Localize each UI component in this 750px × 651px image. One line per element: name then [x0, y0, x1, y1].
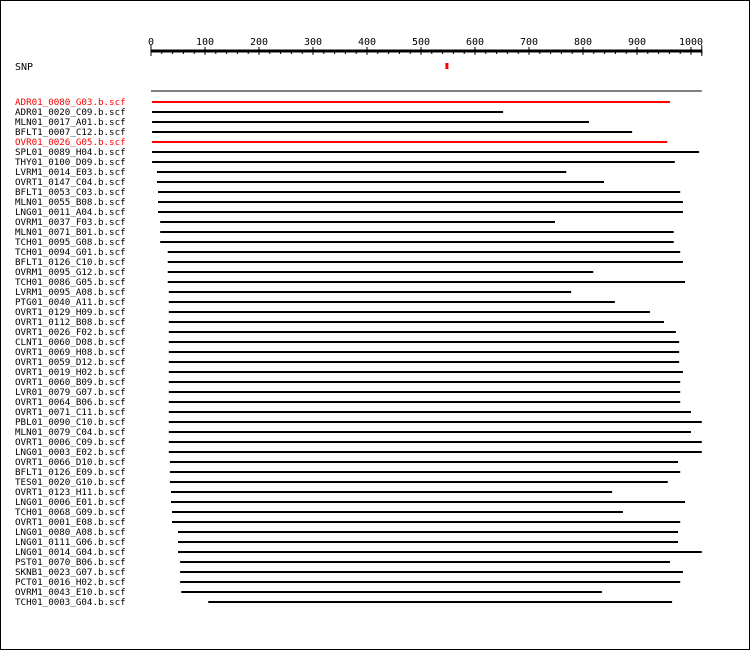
read-label[interactable]: LNG01_0080_A08.b.scf [15, 527, 126, 538]
snp-track [15, 62, 448, 73]
read-label[interactable]: OVRT1_0123_H11.b.scf [15, 487, 126, 498]
read-label[interactable]: OVRM1_0043_E10.b.scf [15, 587, 126, 598]
x-tick-label: 1000 [678, 37, 704, 48]
read-label[interactable]: PST01_0070_B06.b.scf [15, 557, 126, 568]
x-axis [148, 37, 703, 56]
read-label[interactable]: LNG01_0014_G04.b.scf [15, 547, 126, 558]
x-tick-label: 400 [357, 37, 377, 48]
read-label[interactable]: OVRT1_0064_B06.b.scf [15, 397, 126, 408]
x-tick-label: 800 [573, 37, 593, 48]
read-label[interactable]: LNG01_0011_A04.b.scf [15, 207, 126, 218]
read-label[interactable]: TCH01_0003_G04.b.scf [15, 597, 126, 608]
x-tick-label: 0 [147, 37, 155, 48]
x-tick-label: 200 [249, 37, 269, 48]
read-label[interactable]: OVRT1_0112_B08.b.scf [15, 317, 126, 328]
read-label[interactable]: LVRM1_0014_E03.b.scf [15, 167, 126, 178]
snp-marker [445, 63, 448, 69]
read-label[interactable]: PCT01_0016_H02.b.scf [15, 577, 126, 588]
read-label[interactable]: TCH01_0094_G01.b.scf [15, 247, 126, 258]
x-tick-label: 500 [411, 37, 431, 48]
read-label[interactable]: OVRT1_0129_H09.b.scf [15, 307, 126, 318]
read-label[interactable]: OVRT1_0026_F02.b.scf [15, 327, 126, 338]
read-label[interactable]: BFLT1_0126_C10.b.scf [15, 257, 126, 268]
read-label[interactable]: LVR01_0079_G07.b.scf [15, 387, 126, 398]
read-label[interactable]: SPL01_0089_H04.b.scf [15, 147, 126, 158]
read-label[interactable]: LVRM1_0095_A08.b.scf [15, 287, 126, 298]
read-label[interactable]: OVRM1_0037_F03.b.scf [15, 217, 126, 228]
read-alignment-chart [1, 1, 750, 651]
read-label[interactable]: MLN01_0071_B01.b.scf [15, 227, 126, 238]
read-label[interactable]: OVRT1_0066_D10.b.scf [15, 457, 126, 468]
read-label[interactable]: PTG01_0040_A11.b.scf [15, 297, 126, 308]
read-label[interactable]: OVRT1_0001_E08.b.scf [15, 517, 126, 528]
read-label[interactable]: CLNT1_0060_D08.b.scf [15, 337, 126, 348]
read-label[interactable]: PBL01_0090_C10.b.scf [15, 417, 126, 428]
read-label[interactable]: TES01_0020_G10.b.scf [15, 477, 126, 488]
x-tick-label: 700 [519, 37, 539, 48]
read-label[interactable]: OVRT1_0069_H08.b.scf [15, 347, 126, 358]
read-label[interactable]: OVRT1_0147_C04.b.scf [15, 177, 126, 188]
read-label[interactable]: THY01_0100_D09.b.scf [15, 157, 126, 168]
read-label[interactable]: TCH01_0095_G08.b.scf [15, 237, 126, 248]
read-label[interactable]: MLN01_0017_A01.b.scf [15, 117, 126, 128]
snp-label: SNP [15, 62, 34, 73]
read-label[interactable]: BFLT1_0007_C12.b.scf [15, 127, 126, 138]
read-label[interactable]: MLN01_0055_B08.b.scf [15, 197, 126, 208]
x-tick-label: 600 [465, 37, 485, 48]
read-label[interactable]: OVRT1_0060_B09.b.scf [15, 377, 126, 388]
read-label[interactable]: ADR01_0080_G03.b.scf [15, 97, 126, 108]
read-label[interactable]: OVRT1_0019_H02.b.scf [15, 367, 126, 378]
read-label[interactable]: OVRT1_0059_D12.b.scf [15, 357, 126, 368]
read-label[interactable]: TCH01_0068_G09.b.scf [15, 507, 126, 518]
x-tick-label: 300 [303, 37, 323, 48]
read-label[interactable]: ADR01_0020_C09.b.scf [15, 107, 126, 118]
read-label[interactable]: OVRT1_0006_C09.b.scf [15, 437, 126, 448]
read-label[interactable]: BFLT1_0126_E09.b.scf [15, 467, 126, 478]
read-label[interactable]: LNG01_0111_G06.b.scf [15, 537, 126, 548]
read-label[interactable]: TCH01_0086_G05.b.scf [15, 277, 126, 288]
read-label[interactable]: MLN01_0079_C04.b.scf [15, 427, 126, 438]
read-label[interactable]: LNG01_0006_E01.b.scf [15, 497, 126, 508]
read-label[interactable]: OVR01_0026_G05.b.scf [15, 137, 126, 148]
reads-track [15, 97, 702, 608]
read-label[interactable]: OVRT1_0071_C11.b.scf [15, 407, 126, 418]
read-label[interactable]: BFLT1_0053_C03.b.scf [15, 187, 126, 198]
x-tick-label: 100 [195, 37, 215, 48]
x-tick-label: 900 [627, 37, 647, 48]
read-label[interactable]: LNG01_0003_E02.b.scf [15, 447, 126, 458]
read-label[interactable]: OVRM1_0095_G12.b.scf [15, 267, 126, 278]
read-label[interactable]: SKNB1_0023_G07.b.scf [15, 567, 126, 578]
